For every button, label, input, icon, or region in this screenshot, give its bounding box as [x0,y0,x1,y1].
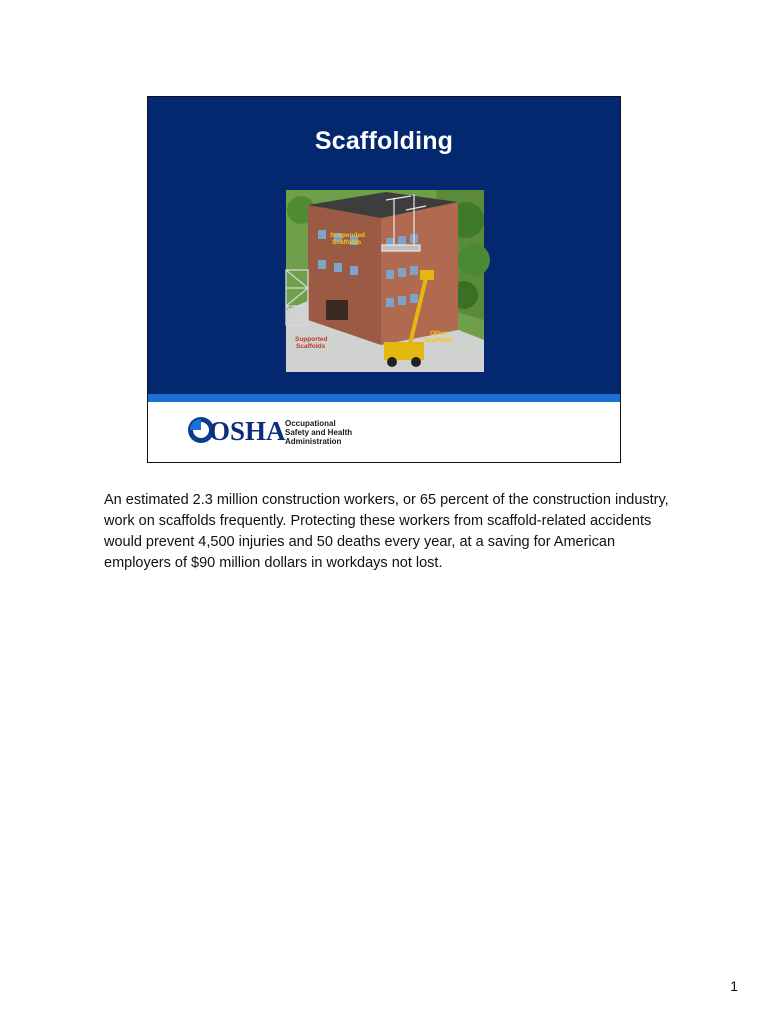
osha-logo [187,413,286,447]
osha-agency-line: Occupational [285,419,336,428]
label-suspended-1: Suspended [330,232,366,239]
label-supported-2: Scaffolds [296,343,326,350]
label-suspended-2: Scaffolds [332,239,362,246]
slide-accent-band [148,394,620,402]
garage-door [326,300,348,320]
label-other-1: Other [430,330,448,337]
scaffolding-illustration [286,190,484,372]
osha-logo-text: OSHA [209,416,286,446]
page-number: 1 [730,978,738,994]
slide-header-panel [148,97,620,394]
label-other-2: Scaffolds [424,337,454,344]
slide [147,96,621,463]
osha-agency-line: Administration [285,437,342,446]
slide-notes: An estimated 2.3 million construction workers, or 65 percent of the construction industry, work on scaffolds frequently. Protecting these workers from scaffold-related accidents would prevent 4,500 injuries and 50 deaths every year, at a saving for American employers of $90 million dollars in workdays not lost. [104,492,669,571]
slide-title: Scaffolding [314,127,454,155]
osha-agency-name [285,419,352,446]
label-supported-1: Supported [295,336,328,343]
osha-agency-line: Safety and Health [285,428,353,437]
tree [458,244,490,276]
